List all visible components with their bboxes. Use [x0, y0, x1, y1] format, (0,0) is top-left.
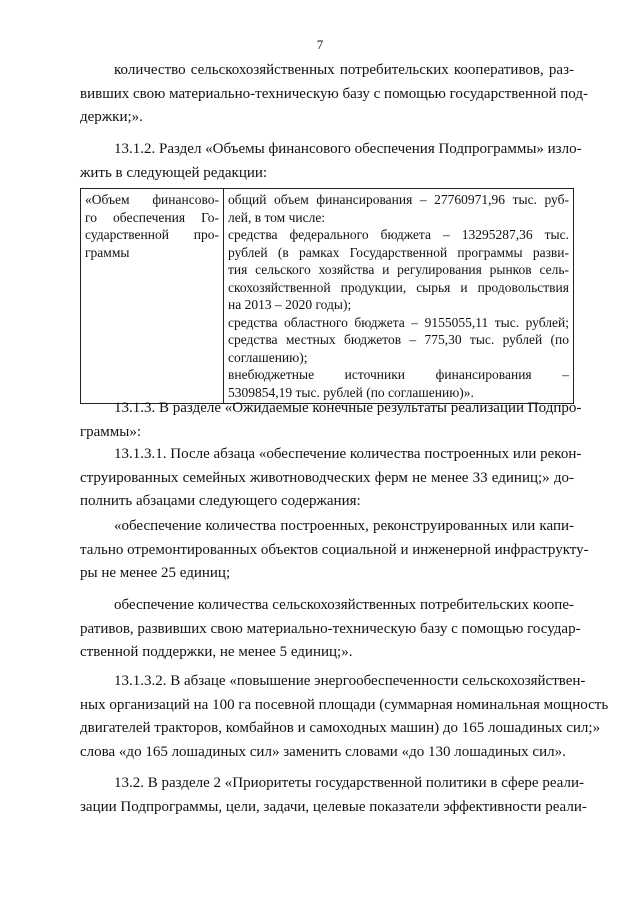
- cell-line: скохозяйственной продукции, сырья и продовольствия: [228, 279, 569, 295]
- text-line: тально отремонтированных объектов социальной и инженерной инфраструкту-: [80, 541, 589, 558]
- text-line: держки;».: [80, 109, 143, 125]
- paragraph-13-1-3-1: [80, 443, 582, 514]
- cell-line: средства федерального бюджета – 13295287,36 тыс.: [228, 227, 569, 242]
- cell-line: сударственной про-: [85, 227, 219, 242]
- paragraph-13-1-3: [80, 397, 582, 444]
- text-line: зации Подпрограммы, цели, задачи, целевые показатели эффективности реали-: [80, 798, 587, 815]
- text-line: вивших свою материально-техническую базу с помощью государственной под-: [80, 85, 589, 102]
- table-cell-value: [224, 189, 574, 404]
- text-line: слова «до 165 лошадиных сил» заменить словами «до 130 лошадиных сил».: [80, 743, 566, 760]
- text-line: жить в следующей редакции:: [80, 164, 268, 181]
- text-line: граммы»:: [80, 423, 142, 440]
- cell-line: «Объем финансово-: [85, 192, 219, 207]
- page-number: 7: [316, 37, 324, 52]
- text-line: 13.1.2. Раздел «Объемы финансового обеспечения Подпрограммы» изло-: [114, 141, 582, 157]
- cell-line: соглашению);: [228, 349, 308, 365]
- paragraph-13-1-2: [80, 138, 582, 185]
- paragraph-13-1-3-2: [80, 670, 609, 764]
- cell-line: на 2013 – 2020 годы);: [228, 297, 352, 312]
- text-line: обеспечение количества сельскохозяйственных потребительских коопе-: [114, 597, 574, 613]
- text-line: 13.1.3.1. После абзаца «обеспечение количества построенных или рекон-: [114, 446, 582, 462]
- text-line: 13.2. В разделе 2 «Приоритеты государственной политики в сфере реали-: [114, 775, 584, 791]
- cell-line: рублей (в рамках Государственной программы разви-: [228, 244, 569, 260]
- cell-line: внебюджетные источники финансирования –: [228, 367, 569, 382]
- cell-line: граммы: [85, 244, 130, 260]
- cell-line: общий объем финансирования – 27760971,96 тыс. руб-: [228, 192, 569, 207]
- text-line: количество сельскохозяйственных потребительских кооперативов, раз-: [114, 62, 574, 78]
- paragraph-cooperatives: [80, 594, 581, 665]
- paragraph-cooperatives-continuation: [80, 59, 589, 130]
- text-line: ственной поддержки, не менее 5 единиц;».: [80, 644, 353, 660]
- cell-line: лей, в том числе:: [228, 209, 326, 225]
- text-line: ративов, развивших свою материально-техническую базу с помощью государ-: [80, 620, 581, 637]
- text-line: двигателей тракторов, комбайнов и самоходных машин) до 165 лошадиных сил;»: [80, 720, 601, 736]
- paragraph-infrastructure: [80, 515, 589, 586]
- cell-line: го обеспечения Го-: [85, 209, 219, 225]
- text-line: полнить абзацами следующего содержания:: [80, 493, 361, 509]
- text-line: ных организаций на 100 га посевной площади (суммарная номинальная мощность: [80, 696, 609, 713]
- text-line: «обеспечение количества построенных, реконструированных или капи-: [114, 518, 574, 534]
- cell-line: тия сельского хозяйства и регулирования рынков сель-: [228, 262, 569, 277]
- text-line: ры не менее 25 единиц;: [80, 565, 231, 581]
- cell-line: 5309854,19 тыс. рублей (по соглашению)».: [228, 384, 474, 400]
- cell-line: средства областного бюджета – 9155055,11 тыс. рублей;: [228, 314, 569, 330]
- cell-line: средства местных бюджетов – 775,30 тыс. рублей (по: [228, 332, 569, 347]
- table-row: [81, 189, 574, 404]
- table-cell-label: [81, 189, 224, 404]
- paragraph-13-2: [80, 772, 587, 819]
- text-line: 13.1.3.2. В абзаце «повышение энергообеспеченности сельскохозяйствен-: [114, 673, 586, 689]
- financing-table: [80, 188, 574, 404]
- text-line: 13.1.3. В разделе «Ожидаемые конечные результаты реализации Подпро-: [114, 400, 582, 416]
- text-line: струированных семейных животноводческих ферм не менее 33 единиц;» до-: [80, 469, 574, 486]
